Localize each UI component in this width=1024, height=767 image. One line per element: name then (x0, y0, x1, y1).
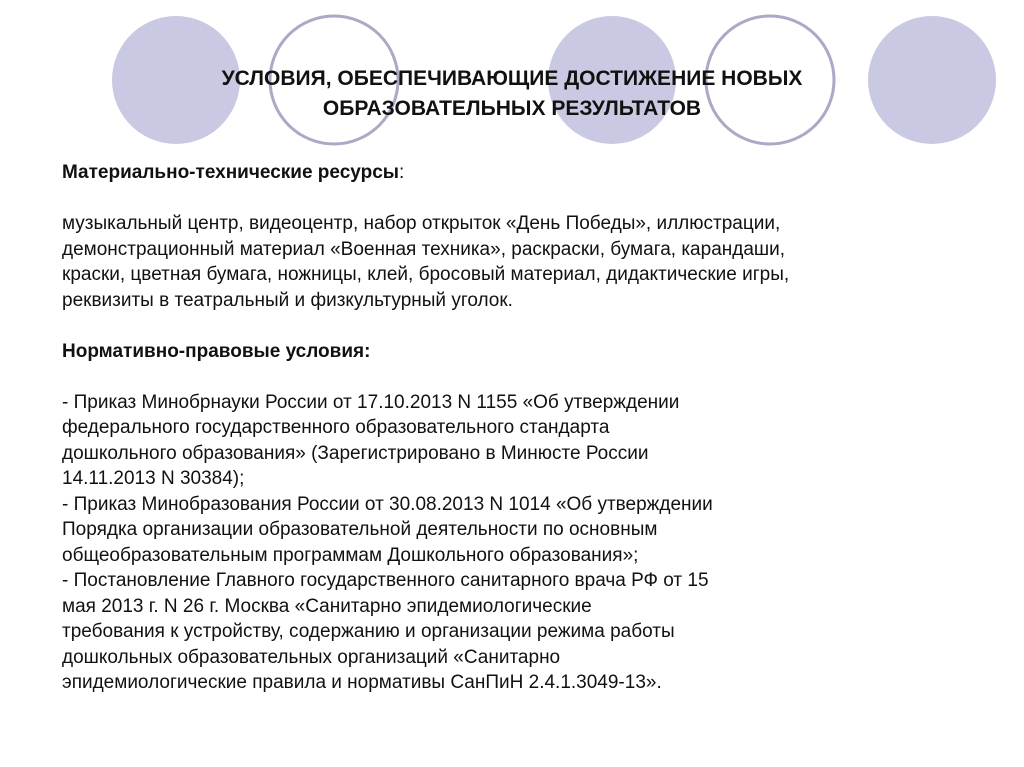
legal-line: федерального государственного образовательного стандарта (62, 417, 610, 438)
page-title (120, 64, 904, 124)
material-line: демонстрационный материал «Военная техника», раскраски, бумага, карандаши, (62, 238, 786, 260)
legal-heading: Нормативно-правовые условия: (62, 340, 371, 362)
title-line-1: УСЛОВИЯ, ОБЕСПЕЧИВАЮЩИЕ ДОСТИЖЕНИЕ НОВЫХ (221, 67, 803, 90)
material-line: реквизиты в театральный и физкультурный уголок. (62, 289, 513, 311)
material-heading: Материально-технические ресурсы (62, 162, 400, 183)
material-line: краски, цветная бумага, ножницы, клей, бросовый материал, дидактические игры, (62, 264, 790, 285)
title-line-2: ОБРАЗОВАТЕЛЬНЫХ РЕЗУЛЬТАТОВ (322, 97, 702, 120)
legal-line: - Приказ Минобрнауки России от 17.10.2013 N 1155 «Об утверждении (62, 391, 680, 413)
legal-line: 14.11.2013 N 30384); (62, 468, 245, 489)
legal-line: Порядка организации образовательной деятельности по основным (62, 519, 658, 540)
material-line: музыкальный центр, видеоцентр, набор открыток «День Победы», иллюстрации, (62, 213, 781, 234)
spacer (62, 364, 962, 390)
material-heading-suffix: : (399, 162, 405, 183)
legal-line: дошкольных образовательных организаций «Санитарно (62, 646, 561, 668)
legal-line: требования к устройству, содержанию и организации режима работы (62, 621, 675, 642)
legal-line: - Приказ Минобразования России от 30.08.2013 N 1014 «Об утверждении (62, 493, 713, 515)
legal-line: эпидемиологические правила и нормативы СанПиН 2.4.1.3049-13». (62, 672, 662, 693)
legal-line: мая 2013 г. N 26 г. Москва «Санитарно эпидемиологические (62, 595, 592, 617)
legal-line: дошкольного образования» (Зарегистрировано в Минюсте России (62, 442, 649, 464)
legal-line: - Постановление Главного государственного санитарного врача РФ от 15 (62, 570, 709, 591)
spacer (62, 313, 962, 339)
document-body (62, 160, 962, 696)
material-heading-line (62, 160, 962, 186)
legal-line: общеобразовательным программам Дошкольного образования»; (62, 544, 639, 566)
spacer (62, 186, 962, 212)
